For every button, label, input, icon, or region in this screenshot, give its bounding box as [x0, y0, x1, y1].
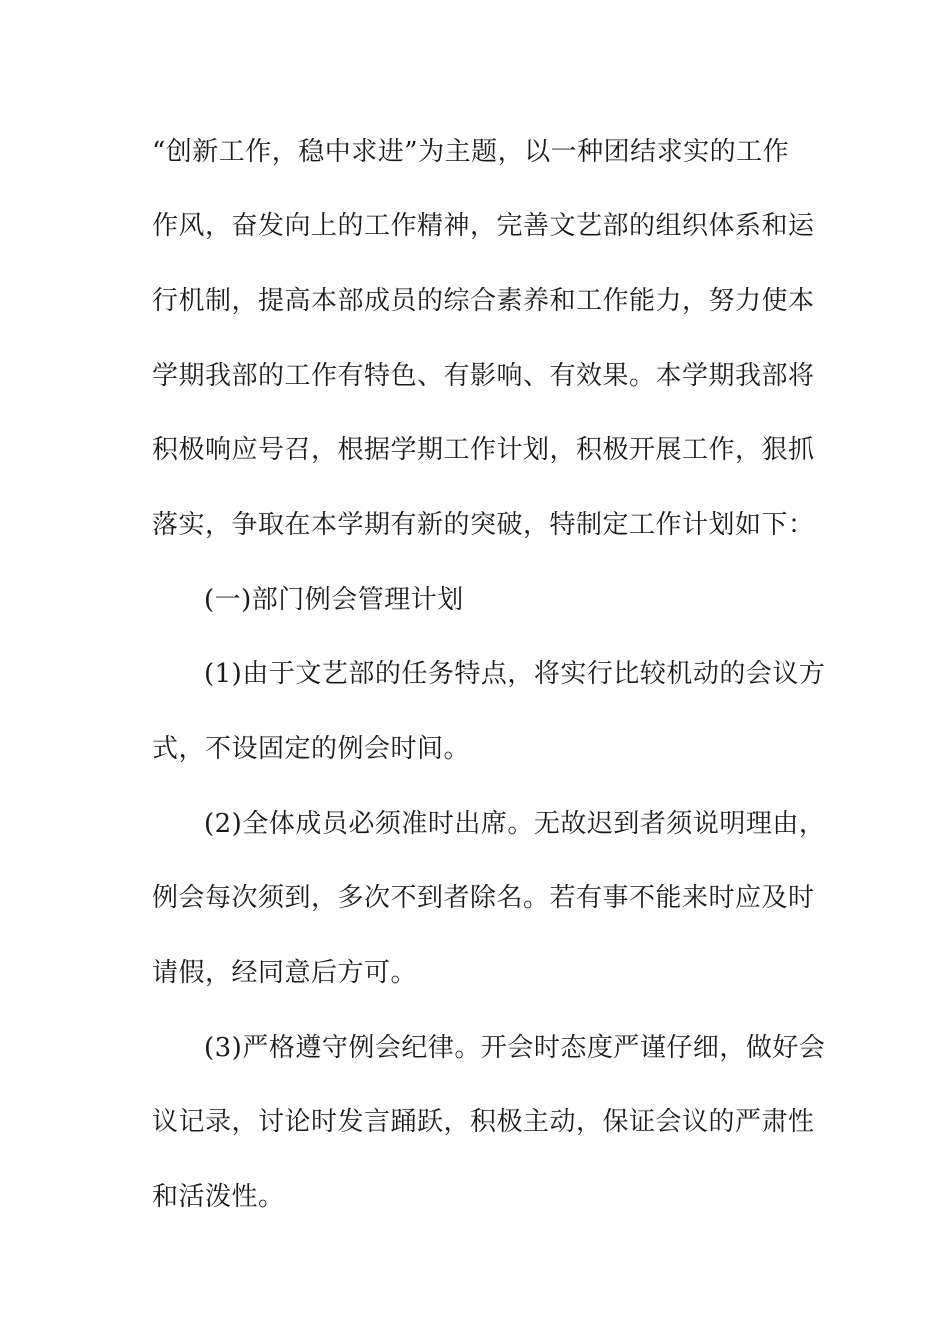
paragraph-line: 落实，争取在本学期有新的突破，特制定工作计划如下： — [152, 510, 815, 540]
paragraph-line: (3)严格遵守例会纪律。开会时态度严谨仔细，做好会 — [204, 1033, 826, 1063]
paragraph-line: 例会每次须到，多次不到者除名。若有事不能来时应及时 — [152, 883, 815, 913]
paragraph-line: (2)全体成员必须准时出席。无故迟到者须说明理由， — [204, 809, 826, 839]
paragraph-line: 式，不设固定的例会时间。 — [152, 734, 471, 764]
paragraph-line: 积极响应号召，根据学期工作计划，积极开展工作，狠抓 — [152, 435, 815, 465]
paragraph-line: “创新工作，稳中求进”为主题，以一种团结求实的工作 — [152, 137, 790, 167]
paragraph-line: 和活泼性。 — [152, 1182, 285, 1212]
paragraph-line: 议记录，讨论时发言踊跃，积极主动，保证会议的严肃性 — [152, 1107, 815, 1137]
paragraph-line: 行机制，提高本部成员的综合素养和工作能力，努力使本 — [152, 286, 815, 316]
section-heading: (一)部门例会管理计划 — [204, 585, 464, 615]
paragraph-line: 请假，经同意后方可。 — [152, 958, 418, 988]
paragraph-line: 作风，奋发向上的工作精神，完善文艺部的组织体系和运 — [152, 211, 815, 241]
paragraph-line: 学期我部的工作有特色、有影响、有效果。本学期我部将 — [152, 361, 815, 391]
paragraph-line: (1)由于文艺部的任务特点，将实行比较机动的会议方 — [204, 659, 826, 689]
